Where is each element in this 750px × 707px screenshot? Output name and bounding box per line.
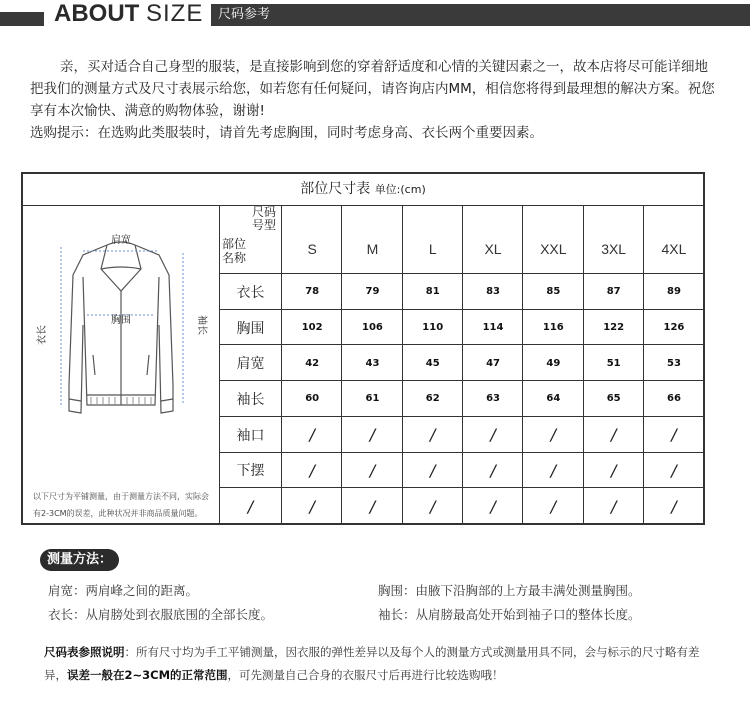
corner-size-label: 尺码 号型 — [252, 205, 277, 232]
table-cell-value: / — [671, 460, 677, 480]
table-cell — [583, 309, 644, 346]
method-length: 衣长：从肩膀处到衣服底围的全部长度。 — [48, 607, 274, 622]
table-cell — [462, 416, 523, 453]
table-cell-value: 62 — [425, 393, 440, 405]
row-label: 袖口 — [236, 427, 265, 444]
table-cell — [341, 380, 402, 417]
method-chest: 胸围：由腋下沿胸部的上方最丰满处测量胸围。 — [378, 583, 641, 598]
table-cell-value: 85 — [546, 286, 561, 298]
label-sleeve: 袖长 — [196, 315, 207, 335]
table-cell — [643, 452, 704, 489]
table-cell — [462, 309, 523, 346]
table-cell-value: / — [550, 460, 557, 480]
table-cell-value: / — [490, 460, 496, 480]
table-cell-value: 45 — [425, 357, 440, 369]
table-cell-value: 65 — [606, 393, 621, 405]
intro-tip: 选购提示：在选购此类服装时，请首先考虑胸围，同时考虑身高、衣长两个重要因素。 — [30, 125, 543, 141]
table-cell-value: 51 — [606, 357, 621, 369]
size-header-4xl — [643, 205, 704, 273]
table-cell-value: / — [430, 460, 436, 480]
table-cell — [462, 380, 523, 417]
table-cell-value: / — [309, 460, 315, 480]
size-grid — [219, 205, 703, 523]
table-cell-value: / — [430, 496, 436, 516]
table-cell — [402, 487, 463, 524]
table-cell-value: / — [369, 460, 376, 480]
table-cell-value: 122 — [603, 322, 625, 334]
size-header-l — [402, 205, 463, 273]
row-label: 衣长 — [236, 284, 265, 301]
size-note-emphasis: 误差一般在2~3CM的正常范围 — [67, 668, 228, 682]
header-title — [46, 0, 211, 28]
table-cell — [341, 309, 402, 346]
table-cell — [402, 344, 463, 381]
table-cell — [522, 487, 583, 524]
method-title: 测量方法： — [40, 549, 119, 571]
table-cell-value: / — [309, 496, 315, 516]
table-title-text: 部位尺寸表 — [300, 181, 371, 197]
table-cell-value: 116 — [542, 322, 564, 334]
table-cell-value: / — [610, 425, 617, 445]
table-cell — [522, 309, 583, 346]
size-header-xxl — [522, 205, 583, 273]
size-note — [44, 641, 720, 687]
table-cell-value: / — [610, 496, 617, 516]
table-cell-value: 49 — [546, 357, 561, 369]
table-cell — [643, 344, 704, 381]
size-header-xl — [462, 205, 523, 273]
method-shoulder: 肩宽：两肩峰之间的距离。 — [48, 583, 199, 598]
table-cell-value: 81 — [425, 286, 440, 298]
table-cell — [522, 416, 583, 453]
table-cell — [341, 344, 402, 381]
table-cell — [281, 309, 342, 346]
jacket-drawing — [23, 205, 219, 485]
header-right-bar — [196, 4, 750, 26]
table-cell-value: / — [550, 425, 557, 445]
table-cell — [462, 273, 523, 310]
row-label-cell — [219, 416, 281, 453]
size-header-label: S — [307, 241, 317, 257]
table-cell-value: 43 — [365, 357, 380, 369]
table-cell — [281, 416, 342, 453]
table-cell — [402, 309, 463, 346]
table-cell-value: / — [671, 496, 677, 516]
header-left-bar — [0, 12, 44, 26]
table-cell-value: 83 — [486, 286, 500, 298]
size-header-label: XL — [484, 241, 502, 257]
table-cell — [402, 380, 463, 417]
table-cell-value: / — [369, 425, 376, 445]
table-cell-value: / — [550, 496, 557, 516]
table-cell-value: / — [369, 496, 376, 516]
label-shoulder: 肩宽 — [111, 235, 131, 246]
row-label: / — [247, 496, 254, 516]
table-cell-value: 102 — [301, 322, 323, 334]
table-cell-value: 106 — [362, 322, 383, 334]
corner-part-label: 部位 名称 — [222, 237, 247, 265]
row-label-cell — [219, 380, 281, 417]
table-cell — [341, 273, 402, 310]
size-header-3xl — [583, 205, 644, 273]
header-subtitle: 尺码参考 — [218, 7, 271, 22]
size-header-label: L — [428, 241, 437, 257]
table-cell-value: 53 — [666, 357, 681, 369]
table-cell — [583, 452, 644, 489]
table-cell-value: 114 — [482, 322, 504, 334]
page-header — [0, 0, 750, 32]
table-cell-value: 42 — [305, 357, 320, 369]
table-cell-value: 64 — [546, 393, 561, 405]
table-cell — [583, 380, 644, 417]
illustration-note-line2: 有2-3CM的误差，此种状况并非商品质量问题。 — [33, 509, 203, 518]
size-header-m — [341, 205, 402, 273]
table-cell-value: 66 — [666, 393, 681, 405]
table-cell-value: 60 — [305, 393, 320, 405]
table-cell — [341, 452, 402, 489]
table-cell — [583, 273, 644, 310]
header-title-bold: ABOUT — [54, 0, 140, 27]
row-label-cell — [219, 309, 281, 346]
size-header-label: M — [366, 241, 379, 257]
table-cell — [462, 344, 523, 381]
table-cell-value: 110 — [422, 322, 444, 334]
size-header-label: 4XL — [661, 241, 687, 257]
label-chest: 胸围 — [111, 315, 131, 326]
table-corner-header — [219, 205, 281, 273]
intro-paragraph: 亲，买对适合自己身型的服装，是直接影响到您的穿着舒适度和心情的关键因素之一，故本店将尽可能详细地把我们的测量方式及尺寸表展示给您，如若您有任何疑问，请咨询店内MM，相信您将得到最理想的解决方案。祝您享有本次愉快、满意的购物体验，谢谢! — [30, 59, 715, 119]
header-title-thin: SIZE — [146, 0, 204, 27]
table-cell-value: 87 — [606, 286, 621, 298]
illustration-note-line1: 以下尺寸为平铺测量，由于测量方法不同，实际会 — [33, 492, 209, 501]
size-header-s — [281, 205, 342, 273]
header-separator — [205, 4, 207, 26]
row-label-cell — [219, 487, 281, 524]
table-cell — [522, 452, 583, 489]
table-cell — [522, 344, 583, 381]
table-cell — [402, 452, 463, 489]
table-cell-value: / — [430, 425, 436, 445]
table-cell-value: / — [309, 425, 315, 445]
table-cell — [462, 452, 523, 489]
table-cell-value: 126 — [663, 322, 685, 334]
table-cell-value: / — [610, 460, 617, 480]
table-cell — [522, 380, 583, 417]
table-cell — [643, 309, 704, 346]
row-label-cell — [219, 273, 281, 310]
size-header-label: 3XL — [601, 241, 627, 257]
row-label: 肩宽 — [236, 356, 265, 373]
table-cell — [281, 487, 342, 524]
label-length: 衣长 — [37, 325, 48, 345]
row-label-cell — [219, 452, 281, 489]
table-cell-value: 78 — [305, 286, 320, 298]
table-cell — [643, 273, 704, 310]
table-cell — [281, 452, 342, 489]
row-label: 胸围 — [236, 320, 265, 337]
table-cell — [643, 487, 704, 524]
row-label: 下摆 — [236, 463, 265, 480]
table-cell — [341, 487, 402, 524]
table-cell-value: 79 — [365, 286, 380, 298]
table-cell-value: 61 — [365, 393, 380, 405]
table-cell — [583, 416, 644, 453]
table-cell — [583, 487, 644, 524]
size-note-label: 尺码表参照说明 — [44, 645, 125, 659]
table-cell — [402, 273, 463, 310]
table-cell-value: / — [490, 425, 496, 445]
size-note-text2: ，可先测量自己合身的衣服尺寸后再进行比较选购哦！ — [227, 668, 504, 682]
table-cell-value: / — [671, 425, 677, 445]
table-cell — [281, 273, 342, 310]
size-note-text1: ：所有尺寸均为手工平铺测量，因衣服的弹性差异以及每个人的测量方式或测量用具不同，会与标示的尺寸略有差异， — [44, 645, 700, 682]
size-table — [21, 172, 705, 525]
table-cell — [281, 344, 342, 381]
table-unit: 单位:(cm) — [374, 183, 426, 196]
jacket-illustration — [23, 205, 219, 523]
row-label: 袖长 — [236, 391, 265, 408]
table-cell-value: 63 — [486, 393, 500, 405]
method-sleeve: 袖长：从肩膀最高处开始到袖子口的整体长度。 — [378, 607, 641, 622]
table-cell-value: 47 — [486, 357, 500, 369]
table-cell — [462, 487, 523, 524]
size-header-label: XXL — [540, 241, 567, 257]
row-label-cell — [219, 344, 281, 381]
table-cell-value: 89 — [666, 286, 681, 298]
table-cell — [281, 380, 342, 417]
intro-text — [30, 56, 720, 144]
table-cell — [522, 273, 583, 310]
table-cell — [643, 416, 704, 453]
table-cell — [643, 380, 704, 417]
illustration-note — [33, 488, 217, 522]
table-title — [23, 174, 703, 206]
table-cell — [583, 344, 644, 381]
table-cell — [402, 416, 463, 453]
table-cell-value: / — [490, 496, 496, 516]
table-cell — [341, 416, 402, 453]
